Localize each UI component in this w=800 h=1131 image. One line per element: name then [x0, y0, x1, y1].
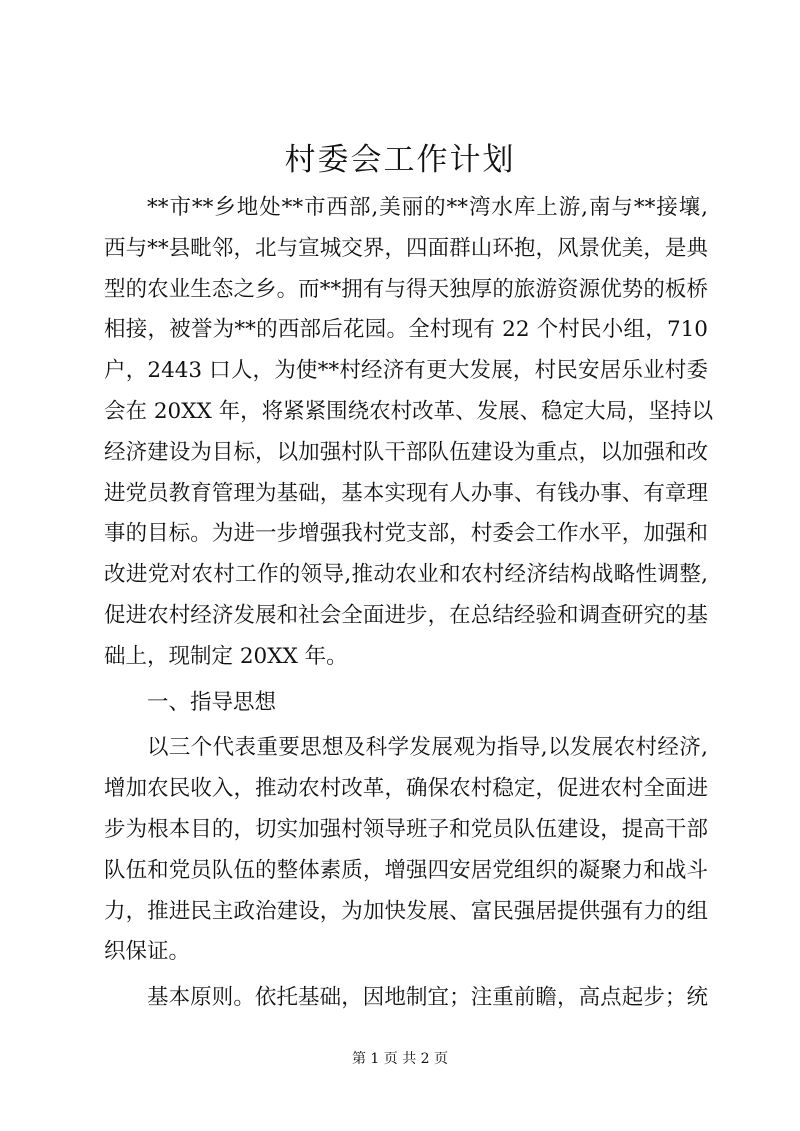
paragraph-1-line: 促进农村经济发展和社会全面进步，在总结经验和调查研究的基 — [104, 602, 708, 628]
paragraph-1-line: 经济建设为目标，以加强村队干部队伍建设为重点，以加强和改 — [104, 439, 708, 465]
paragraph-3-line: 织保证。 — [104, 939, 191, 965]
paragraph-3-line: 以三个代表重要思想及科学发展观为指导,以发展农村经济, — [147, 735, 708, 761]
paragraph-1-line: 西与**县毗邻，北与宣城交界，四面群山环抱，风景优美，是典 — [104, 235, 708, 261]
document-body — [104, 188, 714, 1019]
paragraph-3-line: 步为根本目的，切实加强村领导班子和党员队伍建设，提高干部 — [104, 816, 708, 842]
paragraph-1-line: 改进党对农村工作的领导,推动农业和农村经济结构战略性调整, — [104, 562, 708, 588]
paragraph-1-line: 会在 20XX 年，将紧紧围绕农村改革、发展、稳定大局，坚持以 — [104, 398, 714, 424]
paragraph-3-line: 队伍和党员队伍的整体素质，增强四安居党组织的凝聚力和战斗 — [104, 857, 708, 883]
paragraph-1-line: **市**乡地处**市西部,美丽的**湾水库上游,南与**接壤, — [147, 195, 708, 220]
document-title: 村委会工作计划 — [284, 142, 516, 178]
paragraph-1-line: 户，2443 口人，为使**村经济有更大发展，村民安居乐业村委 — [104, 358, 708, 384]
paragraph-3-line: 增加农民收入，推动农村改革，确保农村稳定，促进农村全面进 — [104, 776, 708, 802]
paragraph-1-line: 进党员教育管理为基础，基本实现有人办事、有钱办事、有章理 — [104, 480, 708, 506]
page-footer: 第 1 页 共 2 页 — [351, 1051, 449, 1067]
section-heading: 一、指导思想 — [147, 689, 277, 715]
paragraph-1-line: 础上，现制定 20XX 年。 — [104, 643, 348, 669]
paragraph-4-line: 基本原则。依托基础，因地制宜；注重前瞻，高点起步；统 — [147, 985, 708, 1011]
paragraph-1-line: 相接，被誉为**的西部后花园。全村现有 22 个村民小组，710 — [104, 317, 708, 343]
paragraph-1-line: 型的农业生态之乡。而**拥有与得天独厚的旅游资源优势的板桥 — [104, 276, 708, 302]
paragraph-1-line: 事的目标。为进一步增强我村党支部，村委会工作水平，加强和 — [104, 521, 708, 547]
paragraph-3-line: 力，推进民主政治建设，为加快发展、富民强居提供强有力的组 — [104, 898, 708, 924]
